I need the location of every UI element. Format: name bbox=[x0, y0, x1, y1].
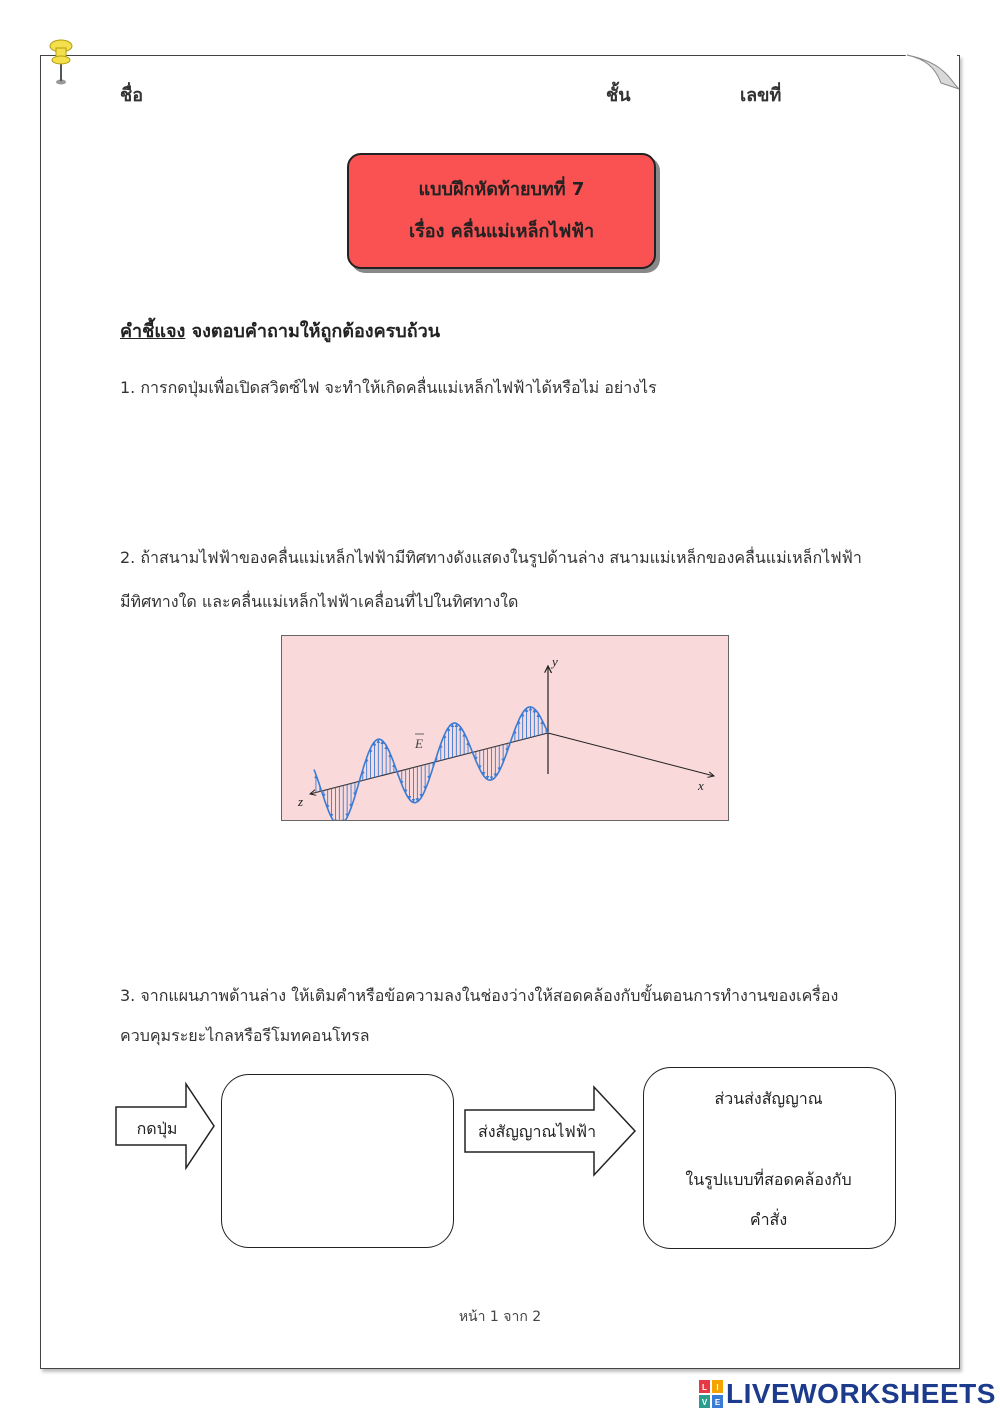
page-curl-decoration bbox=[905, 53, 961, 91]
number-label: เลขที่ bbox=[740, 85, 782, 106]
class-label: ชั้น bbox=[606, 85, 631, 106]
liveworksheets-wordmark[interactable]: LIVEWORKSHEETS bbox=[726, 1378, 996, 1409]
instructions bbox=[120, 316, 440, 345]
logo-letter-2: I bbox=[716, 1383, 719, 1392]
instructions-label: คำชี้แจง bbox=[120, 321, 186, 342]
liveworksheets-brand bbox=[698, 1376, 996, 1412]
em-wave-diagram bbox=[282, 636, 728, 820]
flow-answer-box[interactable] bbox=[221, 1074, 454, 1248]
liveworksheets-logo-icon bbox=[698, 1379, 724, 1409]
flow-transmitter-line-2: ในรูปแบบที่สอดคล้องกับ bbox=[685, 1170, 852, 1189]
logo-letter-1: L bbox=[702, 1383, 707, 1392]
flow-arrow-2-label: ส่งสัญญาณไฟฟ้า bbox=[477, 1122, 597, 1141]
question-1: 1. การกดปุ่มเพื่อเปิดสวิตซ์ไฟ จะทำให้เกิดคลื่นแม่เหล็กไฟฟ้าได้หรือไม่ อย่างไร bbox=[120, 378, 657, 397]
flow-transmitter-line-1: ส่วนส่งสัญญาณ bbox=[714, 1089, 823, 1108]
title-box bbox=[347, 153, 656, 269]
question-3-line-2: ควบคุมระยะไกลหรือรีโมทคอนโทรล bbox=[120, 1026, 370, 1045]
logo-letter-4: E bbox=[714, 1398, 721, 1407]
flow-arrow-1-label: กดปุ่ม bbox=[136, 1119, 178, 1138]
question-3-line-1: 3. จากแผนภาพด้านล่าง ให้เติมคำหรือข้อความลงในช่องว่างให้สอดคล้องกับขั้นตอนการทำงานของเครื่อง bbox=[120, 986, 839, 1005]
axis-y-label: y bbox=[552, 654, 558, 669]
page-number: หน้า 1 จาก 2 bbox=[458, 1309, 542, 1325]
em-wave-figure bbox=[281, 635, 729, 821]
question-2-line-2: มีทิศทางใด และคลื่นแม่เหล็กไฟฟ้าเคลื่อนที่ไปในทิศทางใด bbox=[120, 592, 519, 611]
logo-letter-3: V bbox=[701, 1398, 708, 1407]
pushpin-icon bbox=[44, 38, 78, 86]
instructions-text: จงตอบคำถามให้ถูกต้องครบถ้วน bbox=[185, 321, 441, 342]
field-e-label: E bbox=[415, 736, 423, 751]
title-line-2: เรื่อง คลื่นแม่เหล็กไฟฟ้า bbox=[408, 221, 595, 242]
name-label: ชื่อ bbox=[120, 85, 144, 106]
axis-x-label: x bbox=[698, 778, 704, 793]
question-2-line-1: 2. ถ้าสนามไฟฟ้าของคลื่นแม่เหล็กไฟฟ้ามีทิศทางดังแสดงในรูปด้านล่าง สนามแม่เหล็กของคลื่นแม่เหล็กไฟฟ้า bbox=[120, 548, 862, 567]
x-axis bbox=[548, 733, 714, 776]
title-line-1: แบบฝึกหัดท้ายบทที่ 7 bbox=[418, 179, 585, 200]
axis-z-label: z bbox=[298, 794, 304, 809]
flow-transmitter-line-3: คำสั่ง bbox=[749, 1210, 788, 1229]
